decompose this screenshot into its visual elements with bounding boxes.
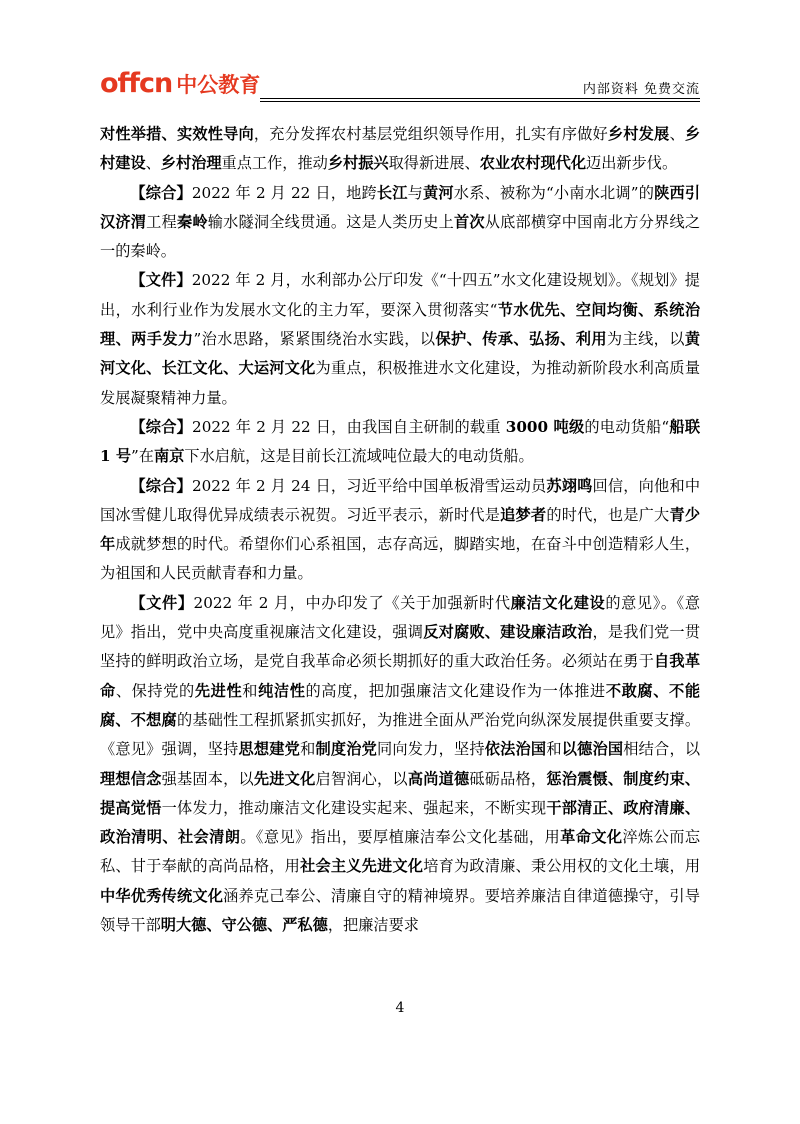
text: 下水启航，这是目前长江流域吨位最大的电动货船。 [184,447,534,466]
paragraph [100,472,700,589]
text: 涵养克己奉公、清廉自守的精神境界。要培养廉洁自律道德操守，引导领导干部 [100,886,701,935]
bold-text: 节水优先、空间均衡、系统治理、两手发力 [100,300,701,349]
text: 和 [546,740,562,759]
paragraph [100,266,700,412]
bold-text: 乡村建设 [100,125,701,173]
bold-text: 【文件】 [130,593,194,612]
text: 2022 年 2 月，水利部办公厅印发《“十四五”水文化建设规划》。《规划》提出，水利行业作为发展水文化的主力军，要深入贯彻落实“ [100,271,700,319]
logo-latin: offcn [100,68,173,99]
bold-text: 以德治国 [561,740,624,759]
header-rule [260,98,700,99]
header-note: 内部资料 免费交流 [582,82,700,97]
text: 培育为政清廉、秉公用权的文化土壤，用 [423,857,701,876]
text: 启智润心，以 [315,769,408,788]
text: 、 [145,154,161,173]
bold-text: 干部清正、政府清廉、政治清明、社会清朗 [100,798,701,847]
bold-text: 乡村发展 [607,125,670,143]
text: 水系、被称为“小南水北调”的 [453,183,655,202]
bold-text: 青少年 [100,505,701,554]
text: 砥砺品格， [469,769,547,788]
text: 2022 年 2 月 22 日，地跨 [191,183,377,202]
bold-text: 纯洁性 [258,681,306,700]
bold-text: 陕西引汉济渭 [100,183,701,231]
bold-text: 高尚道德 [407,769,470,788]
bold-text: 黄河文化、长江文化、大运河文化 [100,330,701,378]
bold-text: 【综合】 [130,417,193,436]
bold-text: 【综合】 [130,183,192,202]
bold-text: 明大德、守公德、严私德 [160,916,328,935]
bold-text: 首次 [453,212,485,231]
text: 重点工作，推动 [221,154,328,173]
text: 相结合，以 [623,740,701,759]
text: 强基固本，以 [161,769,254,788]
text: 回信，向他和中国冰雪健儿取得优异成绩表示祝贺。习近平表示，新时代是 [100,476,701,524]
text: 的意见》。《意见》指出，党中央高度重视廉洁文化建设，强调 [100,593,701,642]
bold-text: 革命文化 [560,828,623,847]
text: ，把廉洁要求 [327,916,419,935]
bold-text: 中华优秀传统文化 [100,886,224,905]
bold-text: 社会主义先进文化 [300,857,424,876]
bold-text: 【综合】 [130,476,192,495]
bold-text: 3000 吨级 [505,417,585,436]
logo-chinese: 中公教育 [176,73,261,97]
text: 2022 年 2 月 22 日，由我国自主研制的载重 [192,417,506,436]
text: 为主线，以 [606,330,685,349]
text: 取得新进展、 [388,154,480,173]
page-number: 4 [395,1000,405,1016]
bold-text: 廉洁文化建设 [510,593,606,612]
bold-text: 船联 1 号 [100,417,701,466]
text: 的高度，把加强廉洁文化建设作为一体推进 [305,681,606,700]
paragraph [100,413,700,472]
text: 的基础性工程抓紧抓实抓好，为推进全面从严治党向纵深发展提供重要支撑。《意见》强调，坚持 [100,710,701,759]
text: 2022 年 2 月 24 日，习近平给中国单板滑雪运动员 [191,476,547,495]
bold-text: 长江 [376,183,408,202]
text: 和 [242,681,259,700]
text: 2022 年 2 月，中办印发了《关于加强新时代 [193,593,511,612]
text: 为重点，积极推进水文化建设，为推动新阶段水利高质量发展凝聚精神力量。 [100,359,701,407]
paragraph [100,120,700,179]
bold-text: 理想信念 [100,769,162,788]
bold-text: 农业农村现代化 [479,154,586,173]
bold-text: 秦岭 [176,212,208,231]
bold-text: 黄河 [422,183,454,202]
bold-text: 自我革命 [100,652,701,700]
text: 成就梦想的时代。希望你们心系祖国，志存高远，脚踏实地，在奋斗中创造精彩人生，为祖国和人民贡献青春和力量。 [100,535,701,583]
bold-text: 制度治党 [315,740,378,759]
text: 从底部横穿中国南北方分界线之一的秦岭。 [100,212,701,261]
header-rule-secondary [260,101,700,102]
bold-text: 【文件】 [130,271,192,290]
bold-text: 对性举措、实效性导向 [100,125,254,143]
text: 。《意见》指出，要厚植廉洁奉公文化基础，用 [240,828,561,847]
text: ，是我们党一贯坚持的鲜明政治立场，是党自我革命必须长期抓好的重大政治任务。必须站在勇于 [100,623,701,671]
bold-text: 追梦者 [500,505,547,524]
page-header [100,68,700,100]
bold-text: 乡村振兴 [327,154,389,173]
text: 迈出新步伐。 [586,154,678,173]
bold-text: 先进文化 [253,769,316,788]
bold-text: 不敢腐、不能腐、不想腐 [100,681,701,729]
text: 和 [300,740,316,759]
text: ”在 [131,447,154,466]
bold-text: 依法治国 [484,740,547,759]
text: 的电动货船“ [584,417,670,436]
text: 同向发力，坚持 [377,740,485,759]
text: 一体发力，推动廉洁文化建设实起来、强起来，不断实现 [161,798,547,817]
text: 、 [669,125,685,143]
bold-text: 苏翊鸣 [546,476,593,495]
text: ，充分发挥农村基层党组织领导作用，扎实有序做好 [253,125,608,143]
bold-text: 乡村治理 [160,154,222,173]
bold-text: 先进性 [194,681,243,700]
document-body [100,120,700,940]
bold-text: 南京 [154,447,185,466]
text: 与 [407,183,423,202]
text: 淬炼公而忘私、甘于奉献的高尚品格，用 [100,828,701,876]
bold-text: 反对腐败、建设廉洁政治 [423,623,593,642]
paragraph [100,589,700,941]
text: 输水隧洞全线贯通。这是人类历史上 [207,212,454,231]
text: 、保持党的 [115,681,195,700]
bold-text: 保护、传承、弘扬、利用 [435,330,607,349]
text: 工程 [146,212,177,231]
bold-text: 思想建党 [238,740,301,759]
paragraph [100,179,700,267]
text: 的时代，也是广大 [546,505,670,524]
offcn-logo [100,68,260,98]
text: ”治水思路，紧紧围绕治水实践，以 [193,330,436,349]
bold-text: 惩治震慑、制度约束、提高觉悟 [100,769,701,817]
